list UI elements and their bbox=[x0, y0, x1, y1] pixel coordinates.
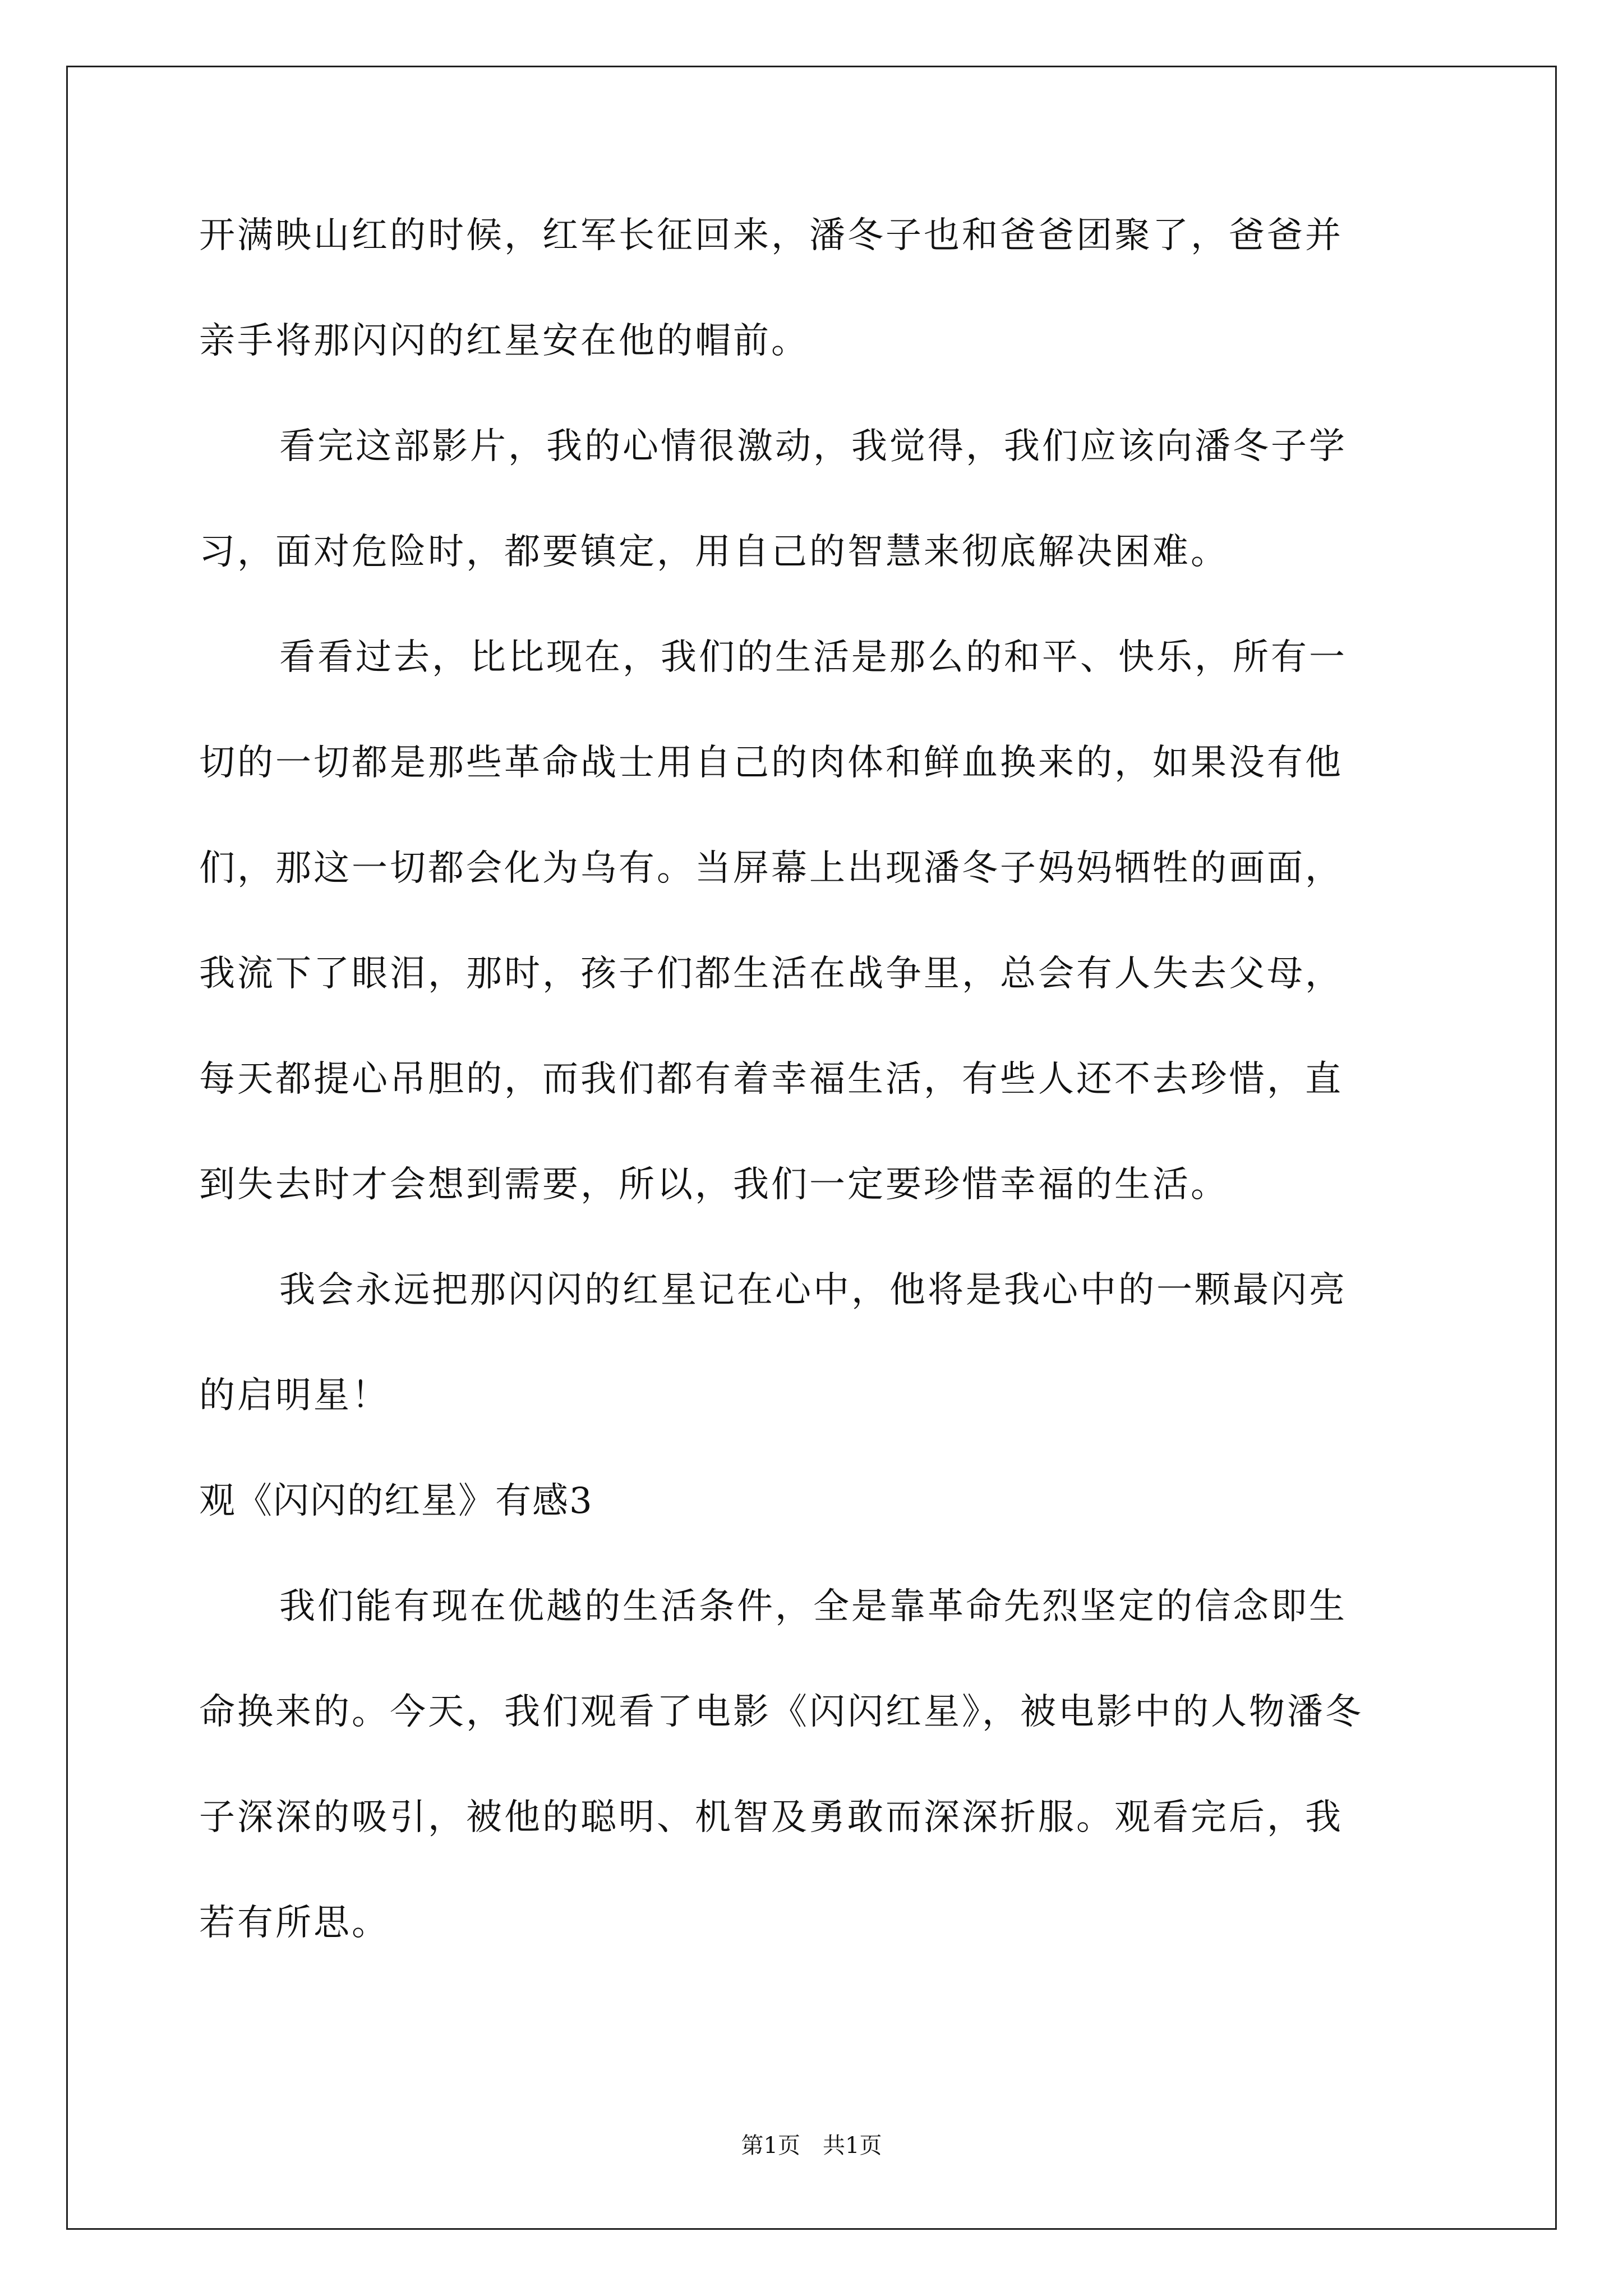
text-line: 习，面对危险时，都要镇定，用自己的智慧来彻底解决困难。 bbox=[199, 531, 1229, 573]
paragraph-start-line: 我们能有现在优越的生活条件，全是靠革命先烈坚定的信念即生 bbox=[279, 1586, 1347, 1627]
text-line: 我流下了眼泪，那时，孩子们都生活在战争里，总会有人失去父母， bbox=[199, 953, 1343, 995]
text-line: 子深深的吸引，被他的聪明、机智及勇敢而深深折服。观看完后，我 bbox=[199, 1797, 1343, 1838]
text-line: 的启明星！ bbox=[199, 1375, 390, 1416]
text-line: 亲手将那闪闪的红星安在他的帽前。 bbox=[199, 320, 809, 362]
paragraph-start-line: 看完这部影片，我的心情很激动，我觉得，我们应该向潘冬子学 bbox=[279, 426, 1347, 467]
section-heading: 观《闪闪的红星》有感3 bbox=[199, 1480, 593, 1522]
paragraph-start-line: 我会永远把那闪闪的红星记在心中，他将是我心中的一颗最闪亮 bbox=[279, 1269, 1347, 1311]
paragraph-start-line: 看看过去，比比现在，我们的生活是那么的和平、快乐，所有一 bbox=[279, 637, 1347, 678]
text-line: 们，那这一切都会化为乌有。当屏幕上出现潘冬子妈妈牺牲的画面， bbox=[199, 848, 1343, 889]
text-line: 每天都提心吊胆的，而我们都有着幸福生活，有些人还不去珍惜，直 bbox=[199, 1059, 1343, 1100]
text-line: 到失去时才会想到需要，所以，我们一定要珍惜幸福的生活。 bbox=[199, 1164, 1229, 1205]
text-line: 开满映山红的时候，红军长征回来，潘冬子也和爸爸团聚了，爸爸并 bbox=[199, 215, 1343, 256]
text-line: 若有所思。 bbox=[199, 1902, 390, 1944]
text-line: 切的一切都是那些革命战士用自己的肉体和鲜血换来的，如果没有他 bbox=[199, 742, 1343, 784]
text-line: 命换来的。今天，我们观看了电影《闪闪红星》，被电影中的人物潘冬 bbox=[199, 1691, 1363, 1733]
page-footer: 第1页 共1页 bbox=[741, 2133, 882, 2159]
